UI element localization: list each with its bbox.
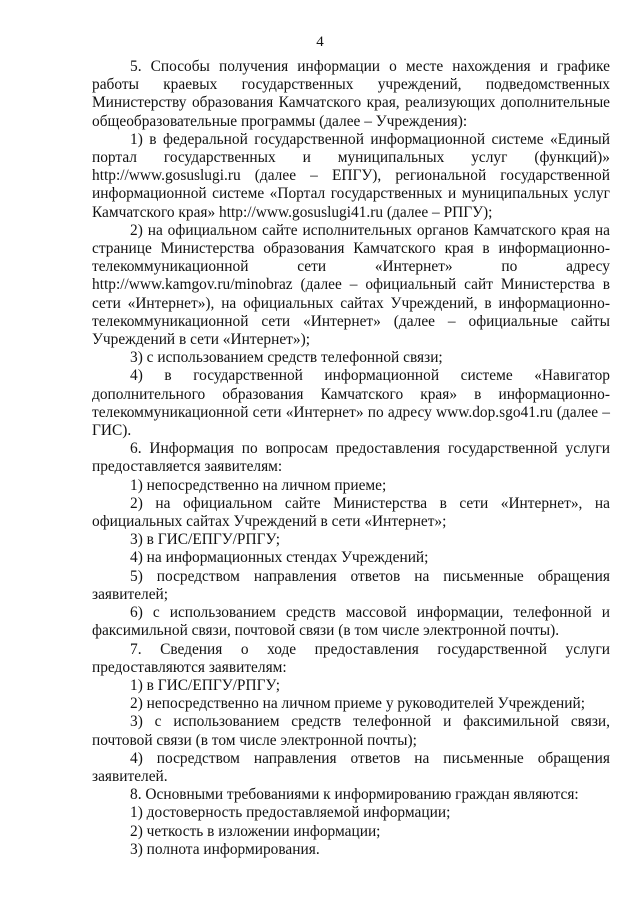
list-item: 3) полнота информирования. bbox=[130, 840, 320, 858]
list-item: 2) на официальном сайте Министерства в сети «Интернет», на официальных сайтах Учреждений в сети «Интернет»; bbox=[92, 494, 610, 531]
list-item: 1) в федеральной государственной информационной системе «Единый портал государственных и муниципальных услуг (функций)» http://www.gosuslugi.ru (далее – ЕПГУ), региональной государственной информационной системе «Портал государственных и муниципальных услуг Камчатского края» http://www.gosuslugi41.ru (далее – РПГУ); bbox=[92, 130, 610, 221]
list-item: 3) в ГИС/ЕПГУ/РПГУ; bbox=[130, 531, 281, 549]
paragraph-5-intro: 5. Способы получения информации о месте нахождения и графике работы краевых государственных учреждений, подведомственных Министерству образования Камчатского края, реализующих дополнительные общеобразовательные программы (далее – Учреждения): bbox=[92, 58, 610, 130]
list-item: 6) с использованием средств массовой информации, телефонной и факсимильной связи, почтовой связи (в том числе электронной почты). bbox=[92, 604, 610, 640]
list-item: 5) посредством направления ответов на письменные обращения заявителей; bbox=[92, 567, 610, 603]
list-item: 2) непосредственно на личном приеме у руководителей Учреждений; bbox=[130, 695, 586, 713]
list-item: 1) непосредственно на личном приеме; bbox=[130, 476, 387, 494]
list-item: 1) в ГИС/ЕПГУ/РПГУ; bbox=[130, 676, 281, 694]
list-item: 2) на официальном сайте исполнительных органов Камчатского края на странице Министерства образования Камчатского края в информационно-телекоммуникационной сети «Интернет» по адресу http://www.kamgov.ru/minobraz (далее – официальный сайт Министерства в сети «Интернет»), на официальных сайтах Учреждений, в информационно-телекоммуникационной сети «Интернет» (далее – официальные сайты Учреждений в сети «Интернет»); bbox=[92, 221, 610, 349]
list-item: 4) на информационных стендах Учреждений; bbox=[130, 549, 429, 567]
list-item: 4) посредством направления ответов на письменные обращения заявителей. bbox=[92, 749, 610, 785]
document-body bbox=[92, 58, 610, 859]
list-item: 2) четкость в изложении информации; bbox=[130, 822, 381, 840]
list-item: 3) с использованием средств телефонной и факсимильной связи, почтовой связи (в том числе электронной почты); bbox=[92, 713, 610, 749]
paragraph-6-intro: 6. Информация по вопросам предоставления государственной услуги предоставляется заявителям: bbox=[92, 440, 610, 476]
page-number: 4 bbox=[316, 34, 324, 50]
paragraph-8-intro: 8. Основными требованиями к информированию граждан являются: bbox=[130, 786, 579, 804]
list-item: 3) с использованием средств телефонной связи; bbox=[130, 349, 443, 367]
list-item: 1) достоверность предоставляемой информации; bbox=[130, 804, 451, 822]
list-item: 4) в государственной информационной системе «Навигатор дополнительного образования Камчатского края» в информационно-телекоммуникационной сети «Интернет» по адресу www.dop.sgo41.ru (далее – ГИС). bbox=[92, 367, 610, 440]
paragraph-7-intro: 7. Сведения о ходе предоставления государственной услуги предоставляются заявителям: bbox=[92, 640, 610, 676]
